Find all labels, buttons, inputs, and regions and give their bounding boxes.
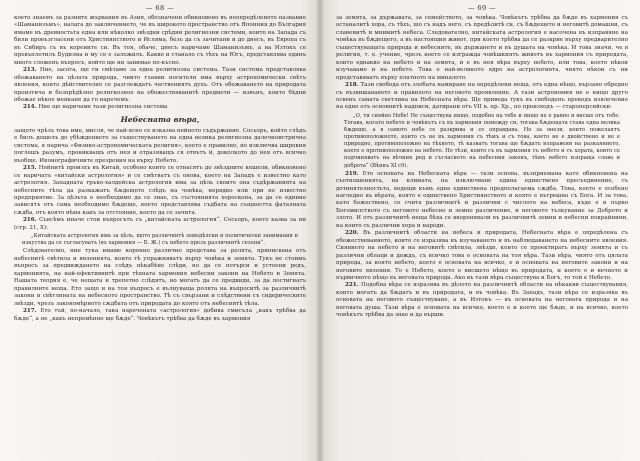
page-number: — 69 — <box>467 4 497 12</box>
paragraph-219: 219. Ето основата на Небесната вѣра — тази основа, възприемана като обикновена на съотношенията, на климата, на изключване едина единствено пресъединение, съ дотинятелностьта, водещи къмъ една единствена предполагаема сѫдба. Това, което е особено нагледно въ вѣрата, която е единствено Християнството и която е вътрешно съ Бога. И за това, като божествено, се счита различнитѣ и различни с числото на небеса, къде е и първо Богомилството съ неговото небесно и земно различение, и неговото тълкувание за Доброто и злото. И отъ различнитѣ неща бѣха се вкоренявали въ различнитѣ земни и небесни покрайнини, на които съ различни хора и народи. <box>336 170 628 229</box>
paragraph-text: Тази свобода отъ злобата намиране на опредѣлени неща, отъ една нѣщо, вързано обредно съ възвишаването и правилото на неговото проявление. А тази астрономия не е нищо друго освенъ самата светлина на Небесната вѣра. Ще приведа тукъ въ свободенъ преводъ извлечение на едно отъ основнитѣ надписи, датирани отъ VII в. пр. Хр., по произходъ — староперсийски: <box>336 82 628 111</box>
paragraph-215: 215. Нейнитѣ произхъ въ Китай, особено които се отнасятъ до звѣздните кешели, обикновено се наричатъ «китайски астрология» и се смѣтватъ съ онова, което на Западъ е известно като астрология. Западната гръко-халдейска астрология има за цѣль своите она съдѣржанията на небесните тѣла да разкажатъ бѫдещето слѣдъ на човѣка, нерядко или при не известно предприятие. За цѣльта е необходимо да се знае, съ състоянията хороскопа, за да се единие зависятъ отъ сама необходимо бѫдеще, което представлява съдбата на същността фаталната сѫдба, отъ която нѣма какъ за отстояние, което да се зачита. <box>14 165 306 216</box>
paragraph: което знаемъ за разните жървания въ Азия, обозначени обикновено въ неопредѣленото название «Шаманизъмъ», налага до заключението, че въ широкото пространство отъ Японния до България имаме въ древностьта една или нѣколко звѣздни срѣдни религиозни системи, които на Запада съ били провъзгласени отъ Християнството и Исляма, безъ да съ зачитани и до днесъ, въ Европа съ въ Сибиръ съ въ корените си. Въ тоя, обаче, днесъ наричаме Шаманизъмъ, а на Изтокъ се превъплотилъ Будизма и му се е заложилъ. Какво и станало съ тѣхъ на Югъ, представлява единъ много сложенъ въпросъ, който ще ни занимае по-късно. <box>14 15 306 66</box>
right-page <box>320 0 640 461</box>
paragraph-text: Ние ще наричаме тази религиозна система <box>38 104 168 111</box>
right-page-content <box>336 4 628 320</box>
block-quote: „О, ти сияйно Небе! Не съществува нищо, подобно на тебе и нищо не е равно и висше отъ тебе. Тогава, когато небето и човѣкътъ съ въ хармония помежду си, тогава бѫдещата става една велика бѫдеще, а в самото небе се разкрива и се оправдава. Но за онези, които пожелаятъ противоположното, които съ не въ хармония съ тѣмъ и съ това, което не е двойствено и не е природно, противоположно на тѣхното, тѣ казватъ тогава ще бѫдатъ изправени на разкаянието, което е противоположно на небето. Но тѣзи, които съ въ хармония съ небето и съ хората, които се подчиняватъ на вѣчния ред и съгласието на небесния законъ, тѣмъ небето изпраща слава и доброта“ (Вѣнкъ XI с9). <box>344 112 620 169</box>
paragraph-text: Ние, засега, ще ги смѣтаме за една религиозна система. Тази система представлява обожаването на цѣлата природа, чиито главни носители има върху астрономически свѣтъ явления, които дѣйствително се разглеждатъ чествениятъ духъ. Отъ обожаването на природата произтича и безпрѣдѣлно религиозное на обожествяванитѣ предмети — извънъ, които бѣдни обожае нѣкое менкане да го наречемъ. <box>14 67 306 103</box>
paragraph-217: 217. Ето тъй, по-начало, така наречената «астрология» добива смисъла „какъ трѣбва да бѫде“, а не „какъ непремѣнно ще бѫде“. Човѣкътъ трѣбва да бѫде въ хармония <box>14 308 306 322</box>
book-gutter <box>317 0 323 461</box>
paragraph: защото чрѣзъ това име, мисля, че най-ясно се изказва нейното съдържание. Сосьоръ, който слѣдъ е билъ дошелъ до убѣждението за съществуването на една велика религиозна далечноистрична система, я нарича «Физико-астрономическата религия», което е правилно, но изключва широкия поглешъ разумъ, проникващъ отъ нея и отразяващъ ся отвътъ й, доколкото до нея отъ всичко въобще. Иконографичните презрения на върху Небето. <box>14 127 306 164</box>
page-number: — 68 — <box>145 4 175 12</box>
section-heading: Небесната вѣра, <box>120 114 200 124</box>
block-quote: „Китайската астрология има за цѣль, щото различнитѣ земедѣлски и политически занимания и изкуства да се съгласуватъ (въ хармония — Б. Ж.) съ небето презъ различнитѣ сезони“. <box>22 233 298 247</box>
paragraph-216: 216. Съвсѣмъ иначе стои въпросътъ съ „китайската астрология“. Сосьоръ, което казва за ни (стр. 21, Х): <box>14 217 306 231</box>
left-page-content <box>14 4 306 323</box>
paragraph-text: Съвсѣмъ иначе стои въпросътъ съ „китайската астрология“. Сосьоръ, което казва за ни (стр. 21, Х): <box>14 217 306 231</box>
paragraph-213: 213. Ние, засега, ще ги смѣтаме за една религиозна система. Тази система представлява обожаването на цѣлата природа, чиито главни носители има върху астрономически свѣтъ явления, които дѣйствително се разглеждатъ чествениятъ духъ. Отъ обожаването на природата произтича и безпрѣдѣлно религиозное на обожествяванитѣ предмети — извънъ, които бѣдни обожае нѣкое менкане да го наречемъ. <box>14 67 306 103</box>
paragraph-220: 220. Въ различнитѣ области на небеса и природата, Небесната вѣра е опредѣлена съ обожествеванието, които се изразява въ изучаването и въ наблюдаването на небесните явления. Сиянието на небето и на неговитѣ свѣтила, звѣзди, които се проектиратъ върху земята и съ различни облаци и дождъ, съ всичко това е основата на тоя вѣра. Тази вѣра, чиято отъ цялата природа, за която небето, което е основата на всичко, е и основата на неговите закони и на неговите явления. То е Небето, което е висшето нѣщо въ природата, и което е и вечното и първичното нѣщо въ неговата природа. Ако въ тази вѣра съществува и Богъ, то той е Небето. <box>336 230 628 281</box>
paragraph: Слѣдователно, ние тука имаме коренно различно представа за ролята, приписвана отъ небеснитѣ свѣтила и явленията, които тѣ упражняватъ върху човѣка и земята. Тукъ не стоимъ въпросъ за предвиждането на слѣдъ нѣкабѣне слѣди, но да се потърси и устоени редъ, хармонията, на най-ефективнитѣ при тѣхната хармония небесни закони на Небето и Земята. Нашата теория е, че нещата и трепетно слѣдятъ, но могатъ да се предвиди, за да постигнатъ правилните неща. Ето защо и на тоя въпросъ е вълнуваща ролята на въпроситѣ за различнитѣ закони и свѣтлината на небесното пространство. Тѣ съ свързани и слѣдствени съ сидерическите звѣзди, чрезъ закономѣрното сѫдбата отъ природата до която отъ небеснитѣ тѣла. <box>14 248 306 307</box>
paragraph-text: Въ различнитѣ области на небеса и природата, Небесната вѣра е опредѣлена съ обожествеванието, които се изразява въ изучаването и въ наблюдаването на небесните явления. Сиянието на небето и на неговитѣ свѣтила, звѣзди, които се проектиратъ върху земята и съ различни облаци и дождъ, съ всичко това е основата на тоя вѣра. Тази вѣра, чиято отъ цялата природа, за която небето, което е основата на всичко, е и основата на неговите закони и на неговите явления. То е Небето, което е висшето нѣщо въ природата, и което е и вечното и първичното нѣщо въ неговата природа. Ако въ тази вѣра съществува и Богъ, то той е Небето. <box>336 230 628 281</box>
paragraph-text: Ето основата на Небесната вѣра — тази основа, възприемана като обикновена на съотношенията, на климата, на изключване едина единствено пресъединение, съ дотинятелностьта, водещи къмъ една единствена предполагаема сѫдба. Това, което е особено нагледно въ вѣрата, която е единствено Християнството и която е вътрешно съ Бога. И за това, като божествено, се счита различнитѣ и различни с числото на небеса, къде е и първо Богомилството съ неговото небесно и земно различение, и неговото тълкувание за Доброто и злото. И отъ различнитѣ неща бѣха се вкоренявали въ различнитѣ земни и небесни покрайнини, на които съ различни хора и народи. <box>336 170 628 229</box>
paragraph-text: Нейнитѣ произхъ въ Китай, особено които се отнасятъ до звѣздните кешели, обикновено се наричатъ «китайски астрология» и се смѣтватъ съ онова, което на Западъ е известно като астрология. Западната гръко-халдейска астрология има за цѣль своите она съдѣржанията на небесните тѣла да разкажатъ бѫдещето слѣдъ на човѣка, нерядко или при не известно предприятие. За цѣльта е необходимо да се знае, съ състоянията хороскопа, за да се единие зависятъ отъ сама необходимо бѫдеще, което представлява съдбата на същността фаталната сѫдба, отъ която нѣма какъ за отстояние, което да се зачита. <box>14 165 306 216</box>
paragraph-text: Ето тъй, по-начало, така наречената «астрология» добива смисъла „какъ трѣбва да бѫде“, а не „какъ непремѣнно ще бѫде“. Човѣкътъ трѣбва да бѫде въ хармония <box>14 308 306 322</box>
paragraph-221: 221. Подобна вѣра се изразява въ дѣлото на различнитѣ области на нѣкакви съществувания, които могатъ да бѫдатъ и въ природата, и въ човѣка. Въ Западъ, тази вѣра се изразява въ основата на неговото съществуване, а въ Изтокъ — въ основата на неговата природа и на неговата душа. Тази вѣра е основата на всичко, което е и което ще бѫде, и на всичко, което човѣкътъ трѣбва да знае и да върши. <box>336 282 628 319</box>
paragraph-218: 218. Тази свобода отъ злобата намиране на опредѣлени неща, отъ една нѣщо, вързано обредно съ възвишаването и правилото на неговото проявление. А тази астрономия не е нищо друго освенъ самата светлина на Небесната вѣра. Ще приведа тукъ въ свободенъ преводъ извлечение на едно отъ основнитѣ надписи, датирани отъ VII в. пр. Хр., по произходъ — староперсийски: <box>336 82 628 111</box>
paragraph-text: Подобна вѣра се изразява въ дѣлото на различнитѣ области на нѣкакви съществувания, които могатъ да бѫдатъ и въ природата, и въ човѣка. Въ Западъ, тази вѣра се изразява въ основата на неговото съществуване, а въ Изтокъ — въ основата на неговата природа и на неговата душа. Тази вѣра е основата на всичко, което е и което ще бѫде, и на всичко, което човѣкътъ трѣбва да знае и да върши. <box>336 282 628 319</box>
paragraph-214: 214. Ние ще наричаме тази религиозна система <box>23 104 168 111</box>
paragraph: за земята, за държавата, за семейството, за човѣка. Човѣкътъ трѣбва да бѫде въ хармония съ останалитѣ хора, съ тѣхъ, що съ надъ него, съ предѣлитѣ си, съ бѫдещето и неговитѣ домашни, съ славенитѣ и мнимитѣ небеса. Следователно, китайската астрология е насочена въ изправяне на човѣка въ бѫдещето, а въ настоящия живот, при което трѣбва да се разкрие върху предварително съществуващата природа и небесните, въ държането и въ душата на човѣка. И това значи, че в религия, т. е. учение, чрезъ което се изгражда човѣшкиятъ животъ въ хармония съ природата, които еднакво на небето и на земята, и е въ нея вѣра върху небето, или това, което нѣкои изучаваме и на небето. Това е най-великото ядро на астрологията, чиято нѣкои съ ни представяватъ върху платното на миналото. <box>336 15 628 81</box>
